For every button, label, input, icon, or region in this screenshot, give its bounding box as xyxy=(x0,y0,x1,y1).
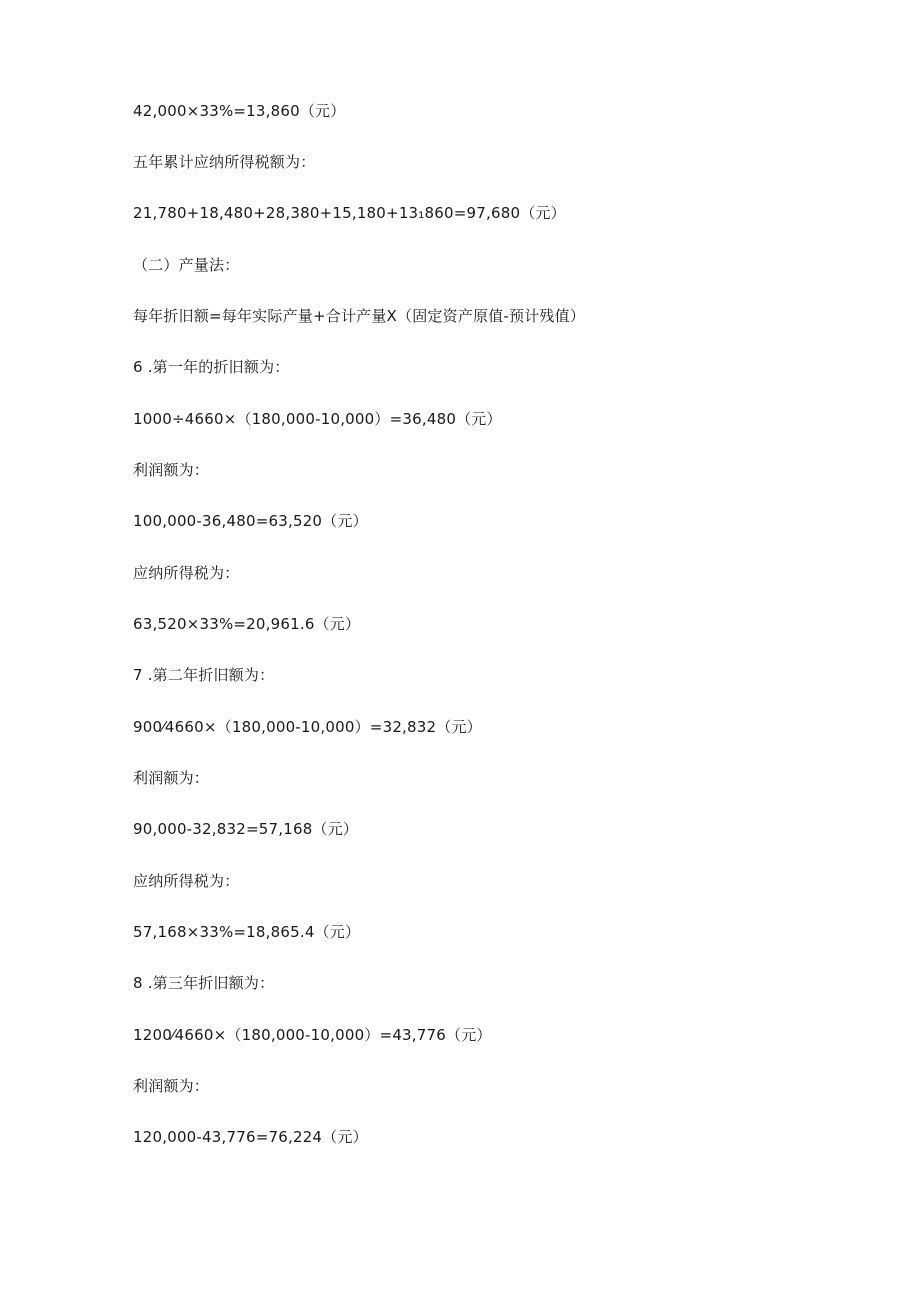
text-line: 42,000×33%=13,860（元） xyxy=(133,102,346,120)
text-line: 1000÷4660×（180,000-10,000）=36,480（元） xyxy=(133,410,502,428)
section-heading: （二）产量法： xyxy=(133,256,240,274)
text-line: 63,520×33%=20,961.6（元） xyxy=(133,615,361,633)
text-line: 利润额为： xyxy=(133,769,210,787)
text-line: 1200⁄4660×（180,000-10,000）=43,776（元） xyxy=(133,1026,492,1044)
numbered-item: 6 .第一年的折旧额为： xyxy=(133,358,290,376)
text-line: 900⁄4660×（180,000-10,000）=32,832（元） xyxy=(133,718,482,736)
text-line: 利润额为： xyxy=(133,1077,210,1095)
text-line: 利润额为： xyxy=(133,461,210,479)
text-line: 21,780+18,480+28,380+15,180+13₁860=97,680（元） xyxy=(133,204,566,222)
text-line: 120,000-43,776=76,224（元） xyxy=(133,1128,368,1146)
numbered-item: 8 .第三年折旧额为： xyxy=(133,974,275,992)
text-line: 应纳所得税为： xyxy=(133,872,240,890)
numbered-item: 7 .第二年折旧额为： xyxy=(133,666,275,684)
text-line: 应纳所得税为： xyxy=(133,564,240,582)
text-line: 100,000-36,480=63,520（元） xyxy=(133,512,368,530)
text-line: 90,000-32,832=57,168（元） xyxy=(133,820,359,838)
formula-line: 每年折旧额=每年实际产量+合计产量X（固定资产原值-预计残值） xyxy=(133,307,586,325)
text-line: 五年累计应纳所得税额为： xyxy=(133,153,316,171)
text-line: 57,168×33%=18,865.4（元） xyxy=(133,923,361,941)
